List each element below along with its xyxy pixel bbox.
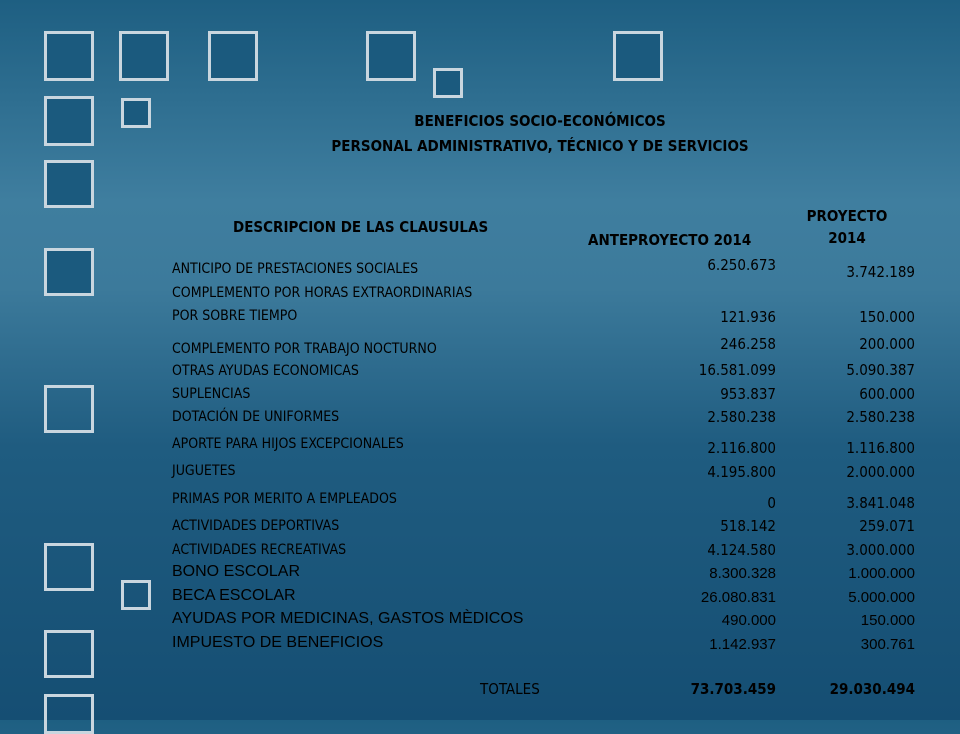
row-label: ACTIVIDADES DEPORTIVAS (172, 518, 340, 534)
decorative-square (44, 543, 94, 591)
totals-proyecto: 29.030.494 (829, 680, 915, 698)
page-title: BENEFICIOS SOCIO-ECONÓMICOS (414, 112, 666, 130)
row-proyecto: 200.000 (859, 335, 915, 353)
column-header-description: DESCRIPCION DE LAS CLAUSULAS (233, 218, 489, 236)
decorative-square (44, 96, 94, 146)
row-proyecto: 259.071 (859, 517, 915, 535)
page-subtitle: PERSONAL ADMINISTRATIVO, TÉCNICO Y DE SERVICIOS (331, 137, 749, 155)
row-anteproyecto: 1.142.937 (709, 636, 776, 653)
row-anteproyecto: 8.300.328 (709, 565, 776, 582)
row-anteproyecto: 0 (767, 494, 776, 512)
decorative-square (119, 31, 169, 81)
decorative-square (44, 31, 94, 81)
column-header-proyecto-line1: PROYECTO (806, 207, 888, 225)
row-anteproyecto: 16.581.099 (698, 361, 776, 379)
row-label: OTRAS AYUDAS ECONOMICAS (172, 363, 359, 379)
column-header-proyecto-line2: 2014 (828, 229, 866, 247)
row-label: ANTICIPO DE PRESTACIONES SOCIALES (172, 261, 419, 277)
row-label: AYUDAS POR MEDICINAS, GASTOS MÈDICOS (172, 610, 524, 627)
row-proyecto: 300.761 (860, 636, 915, 653)
row-label-continued: POR SOBRE TIEMPO (172, 308, 298, 324)
row-proyecto: 3.841.048 (846, 494, 915, 512)
decorative-square (44, 248, 94, 296)
row-proyecto: 150.000 (860, 612, 915, 629)
decorative-square (121, 580, 151, 610)
row-proyecto: 150.000 (859, 308, 915, 326)
row-label: COMPLEMENTO POR TRABAJO NOCTURNO (172, 341, 437, 357)
row-label: APORTE PARA HIJOS EXCEPCIONALES (172, 436, 404, 452)
row-proyecto: 1.116.800 (846, 439, 915, 457)
row-label: SUPLENCIAS (172, 386, 251, 402)
column-header-anteproyecto: ANTEPROYECTO 2014 (588, 231, 752, 249)
row-label: BONO ESCOLAR (172, 563, 301, 580)
decorative-square (366, 31, 416, 81)
column-header-proyecto (797, 205, 897, 249)
row-anteproyecto: 4.124.580 (707, 541, 776, 559)
row-proyecto: 3.742.189 (846, 263, 915, 281)
decorative-square (121, 98, 151, 128)
decorative-square (44, 630, 94, 678)
totals-label: TOTALES (480, 680, 540, 698)
row-label: ACTIVIDADES RECREATIVAS (172, 542, 347, 558)
decorative-square (44, 160, 94, 208)
row-anteproyecto: 2.116.800 (707, 439, 776, 457)
totals-anteproyecto: 73.703.459 (690, 680, 776, 698)
row-anteproyecto: 246.258 (720, 335, 776, 353)
row-proyecto: 600.000 (859, 385, 915, 403)
row-anteproyecto: 121.936 (720, 308, 776, 326)
decorative-square (44, 694, 94, 734)
row-anteproyecto: 26.080.831 (700, 589, 776, 606)
decorative-square (208, 31, 258, 81)
row-proyecto: 2.000.000 (846, 463, 915, 481)
row-proyecto: 3.000.000 (846, 541, 915, 559)
decorative-square (613, 31, 663, 81)
row-anteproyecto: 953.837 (720, 385, 776, 403)
row-proyecto: 2.580.238 (846, 408, 915, 426)
row-label: BECA ESCOLAR (172, 587, 296, 604)
row-label: DOTACIÓN DE UNIFORMES (172, 409, 340, 425)
row-label: PRIMAS POR MERITO A EMPLEADOS (172, 491, 397, 507)
row-label: IMPUESTO DE BENEFICIOS (172, 634, 384, 651)
row-anteproyecto: 2.580.238 (707, 408, 776, 426)
row-proyecto: 1.000.000 (848, 565, 915, 582)
decorative-square (44, 385, 94, 433)
row-label: JUGUETES (172, 463, 236, 479)
row-proyecto: 5.090.387 (846, 361, 915, 379)
row-anteproyecto: 4.195.800 (707, 463, 776, 481)
row-label: COMPLEMENTO POR HORAS EXTRAORDINARIAS (172, 285, 473, 301)
row-proyecto: 5.000.000 (848, 589, 915, 606)
row-anteproyecto: 490.000 (721, 612, 776, 629)
row-anteproyecto: 518.142 (720, 517, 776, 535)
decorative-square (433, 68, 463, 98)
row-anteproyecto: 6.250.673 (707, 256, 776, 274)
